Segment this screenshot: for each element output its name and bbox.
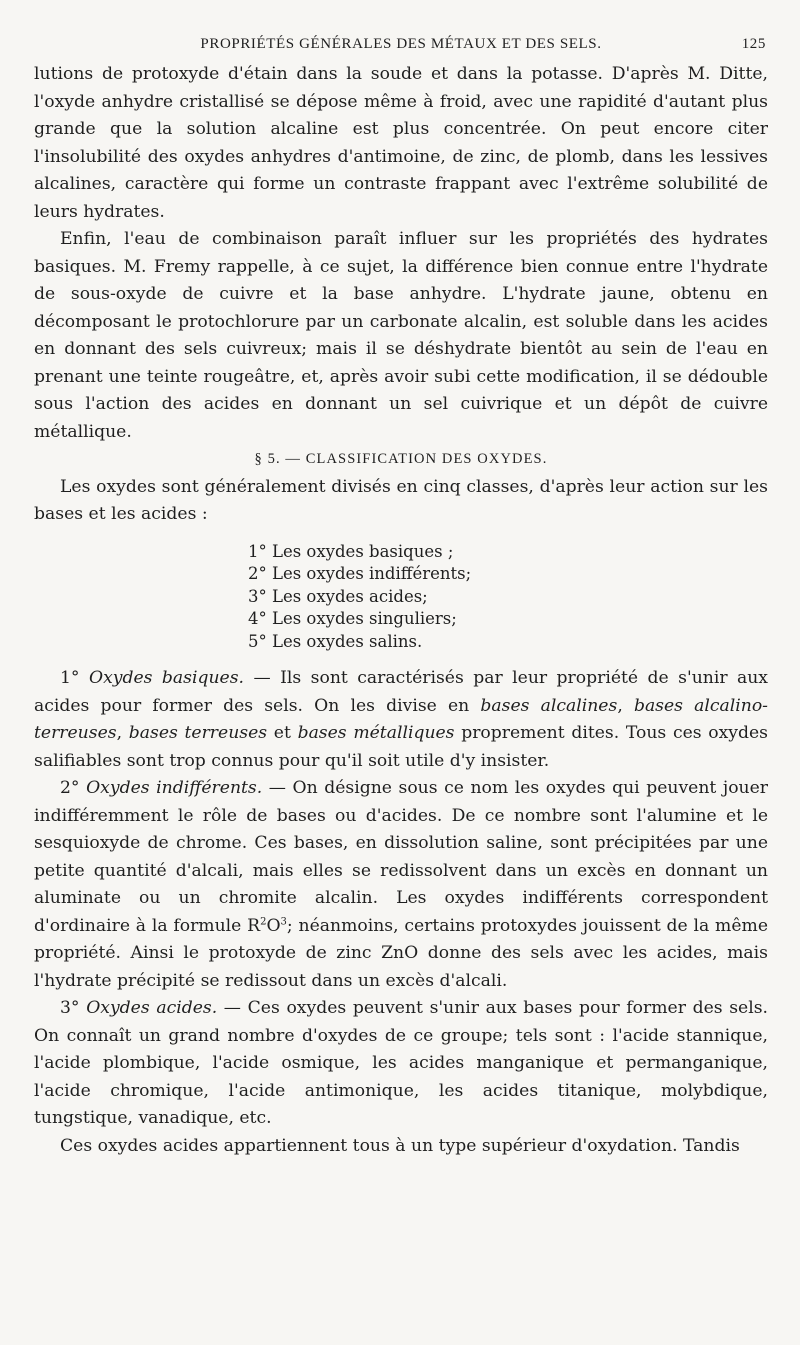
paragraph-continuation: lutions de protoxyde d'étain dans la soude et dans la potasse. D'après M. Ditte, l'oxyde anhydre cristallisé se dépose même à froid, avec une rapidité d'autant plus grande que la solution alcaline est plus concentrée. On peut encore citer l'insolubilité des oxydes anhydres d'antimoine, de zinc, de plomb, dans les lessives alcalines, caractère qui forme un contraste frappant avec l'extrême solubilité de leurs hydrates. xyxy=(34,64,768,222)
item-number: 3° xyxy=(60,998,80,1018)
running-title: PROPRIÉTÉS GÉNÉRALES DES MÉTAUX ET DES SELS. xyxy=(200,36,602,52)
oxide-class-list xyxy=(248,541,768,654)
superscript: 3 xyxy=(280,915,287,927)
item-title: Oxydes basiques. xyxy=(88,668,245,688)
list-item: 2° Les oxydes indifférents; xyxy=(248,564,472,583)
superscript: 2 xyxy=(260,915,267,927)
item-number: 2° xyxy=(60,778,80,798)
term: bases terreuses xyxy=(128,723,268,743)
paragraph-oxydes-acides xyxy=(34,995,768,1133)
paragraph-hydrates: Enfin, l'eau de combinaison paraît influer sur les propriétés des hydrates basiques. M. Fremy rappelle, à ce sujet, la différence bien connue entre l'hydrate de sous-oxyde de cuivre et la base anhydre. L'hydrate jaune, obtenu en décomposant le protochlorure par un carbonate alcalin, est soluble dans les acides en donnant des sels cuivreux; mais il se déshydrate bientôt au sein de l'eau en prenant une teinte rougeâtre, et, après avoir subi cette modification, il se dédouble sous l'action des acides en donnant un sel cuivrique et un dépôt de cuivre métallique. xyxy=(34,229,768,442)
item-number: 1° xyxy=(60,668,80,688)
text-run: — Ces oxydes peuvent s'unir aux bases pour former des sels. On connaît un grand nombre d'oxydes de ce groupe; tels sont : l'acide stannique, l'acide plombique, l'acide osmique, les acides manganique et permanganique, l'acide chromique, l'acide antimonique, les acides titanique, molybdique, tungstique, vanadique, etc. xyxy=(34,998,768,1128)
page-number: 125 xyxy=(741,36,766,52)
list-item: 5° Les oxydes salins. xyxy=(248,631,423,651)
section-heading: § 5. — CLASSIFICATION DES OXYDES. xyxy=(254,451,548,467)
list-item: 4° Les oxydes singuliers; xyxy=(248,609,457,628)
paragraph-oxydes-basiques xyxy=(34,665,768,775)
item-title: Oxydes acides. xyxy=(86,998,218,1018)
text-run: , xyxy=(617,695,634,716)
running-head xyxy=(34,36,768,60)
text-run: — Ils sont caractérisés par leur propriété de s'unir aux acides pour former des sels. On les divise en xyxy=(34,668,769,716)
term: bases métalliques xyxy=(297,723,455,743)
text-run: et xyxy=(267,723,298,743)
text-block xyxy=(34,61,768,1160)
term: bases alcalino-terreuses xyxy=(34,695,768,743)
text-run: , xyxy=(116,723,129,743)
list-item: 3° Les oxydes acides; xyxy=(248,586,428,606)
item-title: Oxydes indifférents. xyxy=(86,778,263,798)
term: bases alcalines xyxy=(480,695,618,716)
paragraph-intro: Les oxydes sont généralement divisés en cinq classes, d'après leur action sur les bases et les acides : xyxy=(34,476,768,524)
book-page xyxy=(34,0,768,1345)
text-run: proprement dites. Tous ces oxydes salifiables sont trop connus pour qu'il soit utile d'y insister. xyxy=(34,723,769,771)
paragraph-oxydes-indifferents xyxy=(34,775,768,995)
text-run: O xyxy=(266,915,281,936)
text-run: — On désigne sous ce nom les oxydes qui peuvent jouer indifféremment le rôle de bases ou d'acides. De ce nombre sont l'alumine et le sesquioxyde de chrome. Ces bases, en dissolution saline, sont précipitées par une petite quantité d'alcali, mais elles se redissolvent dans un excès en donnant un aluminate ou un chromite alcalin. Les oxydes indifférents correspondent d'ordinaire à la formule R xyxy=(34,778,768,936)
text-run: ; néanmoins, certains protoxydes jouissent de la même propriété. Ainsi le protoxyde de zinc ZnO donne des sels avec les acides, mais l'hydrate précipité se redissout dans un excès d'alcali. xyxy=(34,915,768,991)
list-item: 1° Les oxydes basiques ; xyxy=(248,541,454,561)
paragraph-final: Ces oxydes acides appartiennent tous à un type supérieur d'oxydation. Tandis xyxy=(60,1135,740,1156)
